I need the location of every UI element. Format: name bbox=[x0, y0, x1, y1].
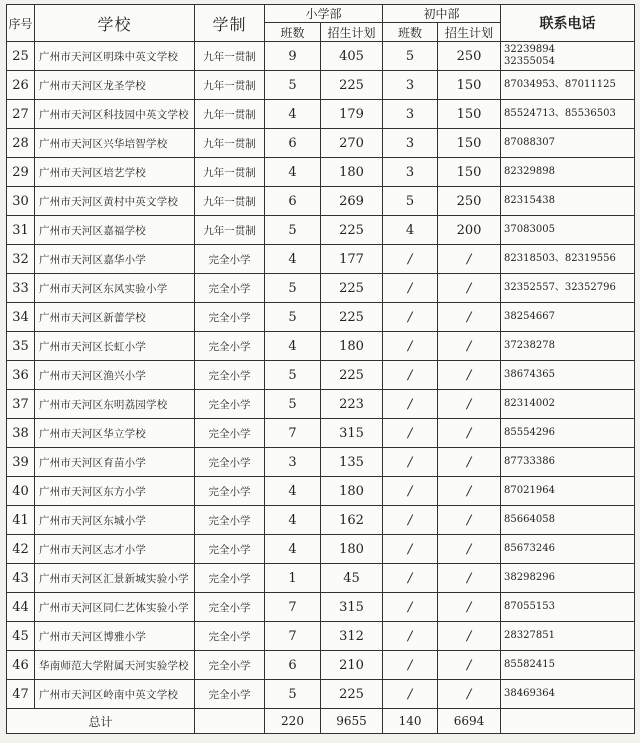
phone-cell bbox=[501, 477, 635, 506]
row-index: 28 bbox=[7, 129, 35, 158]
primary-plan: 223 bbox=[321, 390, 383, 419]
school-name: 广州市天河区新蕾学校 bbox=[35, 303, 195, 332]
school-system: 完全小学 bbox=[195, 332, 265, 361]
phone-number-secondary: 32355054 bbox=[504, 56, 555, 67]
junior-classes: / bbox=[383, 564, 438, 593]
row-index: 27 bbox=[7, 100, 35, 129]
junior-classes: / bbox=[383, 651, 438, 680]
phone-cell bbox=[501, 42, 635, 71]
primary-plan: 180 bbox=[321, 158, 383, 187]
school-system: 九年一贯制 bbox=[195, 158, 265, 187]
school-system: 完全小学 bbox=[195, 303, 265, 332]
primary-plan: 45 bbox=[321, 564, 383, 593]
school-system: 完全小学 bbox=[195, 593, 265, 622]
phone-number: 37083005 bbox=[504, 224, 555, 235]
school-name: 广州市天河区东城小学 bbox=[35, 506, 195, 535]
phone-cell bbox=[501, 187, 635, 216]
phone-cell bbox=[501, 100, 635, 129]
phone-number: 85554296 bbox=[504, 427, 555, 438]
total-phone-cell bbox=[501, 709, 635, 734]
primary-plan: 179 bbox=[321, 100, 383, 129]
junior-plan: / bbox=[438, 390, 501, 419]
total-primary-plan: 9655 bbox=[321, 709, 383, 734]
row-index: 46 bbox=[7, 651, 35, 680]
primary-classes: 7 bbox=[265, 593, 321, 622]
phone-cell bbox=[501, 593, 635, 622]
table-row bbox=[7, 477, 635, 506]
primary-plan: 162 bbox=[321, 506, 383, 535]
school-system: 九年一贯制 bbox=[195, 42, 265, 71]
junior-classes: / bbox=[383, 477, 438, 506]
school-name: 广州市天河区培艺学校 bbox=[35, 158, 195, 187]
total-primary-classes: 220 bbox=[265, 709, 321, 734]
phone-cell bbox=[501, 680, 635, 709]
junior-plan: 150 bbox=[438, 71, 501, 100]
primary-plan: 315 bbox=[321, 419, 383, 448]
junior-classes: / bbox=[383, 680, 438, 709]
row-index: 39 bbox=[7, 448, 35, 477]
phone-number: 28327851 bbox=[504, 630, 555, 641]
phone-cell bbox=[501, 71, 635, 100]
table-row bbox=[7, 506, 635, 535]
primary-classes: 4 bbox=[265, 100, 321, 129]
row-index: 36 bbox=[7, 361, 35, 390]
school-name: 广州市天河区黄村中英文学校 bbox=[35, 187, 195, 216]
table-row bbox=[7, 332, 635, 361]
phone-cell bbox=[501, 622, 635, 651]
phone-number: 85673246 bbox=[504, 543, 555, 554]
junior-classes: 3 bbox=[383, 129, 438, 158]
col-header-system: 学制 bbox=[195, 5, 265, 42]
primary-plan: 269 bbox=[321, 187, 383, 216]
school-name: 广州市天河区博雅小学 bbox=[35, 622, 195, 651]
phone-cell bbox=[501, 245, 635, 274]
primary-plan: 225 bbox=[321, 680, 383, 709]
school-system: 完全小学 bbox=[195, 680, 265, 709]
phone-number: 87733386 bbox=[504, 456, 555, 467]
table-row bbox=[7, 245, 635, 274]
table-row bbox=[7, 158, 635, 187]
school-system: 完全小学 bbox=[195, 477, 265, 506]
primary-plan: 315 bbox=[321, 593, 383, 622]
table-row bbox=[7, 42, 635, 71]
junior-classes: / bbox=[383, 535, 438, 564]
primary-classes: 5 bbox=[265, 303, 321, 332]
col-header-junior-classes: 班数 bbox=[383, 23, 438, 42]
junior-classes: / bbox=[383, 332, 438, 361]
phone-cell bbox=[501, 216, 635, 245]
junior-classes: 3 bbox=[383, 158, 438, 187]
phone-cell bbox=[501, 303, 635, 332]
junior-classes: 4 bbox=[383, 216, 438, 245]
phone-cell bbox=[501, 361, 635, 390]
phone-number: 37238278 bbox=[504, 340, 555, 351]
phone-number: 32239894 bbox=[504, 44, 555, 55]
col-header-index: 序号 bbox=[7, 5, 35, 42]
table-row bbox=[7, 680, 635, 709]
table-row bbox=[7, 216, 635, 245]
primary-classes: 5 bbox=[265, 71, 321, 100]
row-index: 45 bbox=[7, 622, 35, 651]
primary-classes: 6 bbox=[265, 187, 321, 216]
school-name: 广州市天河区东方小学 bbox=[35, 477, 195, 506]
total-junior-plan: 6694 bbox=[438, 709, 501, 734]
school-name: 广州市天河区东风实验小学 bbox=[35, 274, 195, 303]
primary-plan: 180 bbox=[321, 332, 383, 361]
primary-plan: 225 bbox=[321, 71, 383, 100]
header-row-1 bbox=[7, 5, 635, 23]
junior-classes: / bbox=[383, 419, 438, 448]
school-name: 广州市天河区长虹小学 bbox=[35, 332, 195, 361]
junior-plan: 150 bbox=[438, 158, 501, 187]
school-name: 广州市天河区嘉福学校 bbox=[35, 216, 195, 245]
junior-plan: / bbox=[438, 535, 501, 564]
total-junior-classes: 140 bbox=[383, 709, 438, 734]
school-name: 广州市天河区汇景新城实验小学 bbox=[35, 564, 195, 593]
junior-plan: / bbox=[438, 303, 501, 332]
school-system: 九年一贯制 bbox=[195, 71, 265, 100]
primary-classes: 1 bbox=[265, 564, 321, 593]
col-header-primary-plan: 招生计划 bbox=[321, 23, 383, 42]
table-row bbox=[7, 187, 635, 216]
col-header-junior: 初中部 bbox=[383, 5, 501, 23]
phone-number: 82329898 bbox=[504, 166, 555, 177]
junior-classes: / bbox=[383, 622, 438, 651]
school-system: 完全小学 bbox=[195, 622, 265, 651]
school-name: 广州市天河区兴华培智学校 bbox=[35, 129, 195, 158]
row-index: 41 bbox=[7, 506, 35, 535]
school-name: 广州市天河区志才小学 bbox=[35, 535, 195, 564]
phone-number: 82314002 bbox=[504, 398, 555, 409]
row-index: 29 bbox=[7, 158, 35, 187]
school-system: 完全小学 bbox=[195, 274, 265, 303]
col-header-junior-plan: 招生计划 bbox=[438, 23, 501, 42]
row-index: 31 bbox=[7, 216, 35, 245]
school-system: 完全小学 bbox=[195, 506, 265, 535]
phone-number: 38674365 bbox=[504, 369, 555, 380]
row-index: 42 bbox=[7, 535, 35, 564]
primary-classes: 5 bbox=[265, 680, 321, 709]
primary-classes: 4 bbox=[265, 332, 321, 361]
junior-plan: / bbox=[438, 622, 501, 651]
phone-number: 38469364 bbox=[504, 688, 555, 699]
primary-classes: 4 bbox=[265, 535, 321, 564]
table-row bbox=[7, 390, 635, 419]
primary-plan: 225 bbox=[321, 361, 383, 390]
total-row bbox=[7, 709, 635, 734]
table-row bbox=[7, 448, 635, 477]
school-system: 完全小学 bbox=[195, 245, 265, 274]
junior-classes: / bbox=[383, 390, 438, 419]
primary-plan: 405 bbox=[321, 42, 383, 71]
school-system: 九年一贯制 bbox=[195, 100, 265, 129]
row-index: 43 bbox=[7, 564, 35, 593]
col-header-primary-classes: 班数 bbox=[265, 23, 321, 42]
primary-classes: 3 bbox=[265, 448, 321, 477]
junior-plan: / bbox=[438, 680, 501, 709]
junior-classes: 5 bbox=[383, 42, 438, 71]
table-row bbox=[7, 651, 635, 680]
school-system: 完全小学 bbox=[195, 651, 265, 680]
junior-plan: / bbox=[438, 245, 501, 274]
row-index: 38 bbox=[7, 419, 35, 448]
school-system: 九年一贯制 bbox=[195, 216, 265, 245]
junior-plan: / bbox=[438, 332, 501, 361]
school-system: 完全小学 bbox=[195, 564, 265, 593]
col-header-primary: 小学部 bbox=[265, 5, 383, 23]
primary-classes: 9 bbox=[265, 42, 321, 71]
junior-plan: / bbox=[438, 651, 501, 680]
primary-classes: 4 bbox=[265, 506, 321, 535]
phone-number: 85664058 bbox=[504, 514, 555, 525]
junior-classes: / bbox=[383, 274, 438, 303]
school-name: 广州市天河区育苗小学 bbox=[35, 448, 195, 477]
col-header-phone: 联系电话 bbox=[501, 5, 635, 42]
table-row bbox=[7, 361, 635, 390]
phone-number: 82315438 bbox=[504, 195, 555, 206]
primary-plan: 135 bbox=[321, 448, 383, 477]
junior-plan: / bbox=[438, 564, 501, 593]
primary-plan: 225 bbox=[321, 216, 383, 245]
school-system: 完全小学 bbox=[195, 535, 265, 564]
school-name: 广州市天河区东明荔园学校 bbox=[35, 390, 195, 419]
phone-cell bbox=[501, 390, 635, 419]
phone-cell bbox=[501, 564, 635, 593]
school-name: 广州市天河区渔兴小学 bbox=[35, 361, 195, 390]
row-index: 30 bbox=[7, 187, 35, 216]
row-index: 32 bbox=[7, 245, 35, 274]
primary-classes: 6 bbox=[265, 651, 321, 680]
row-index: 33 bbox=[7, 274, 35, 303]
row-index: 35 bbox=[7, 332, 35, 361]
junior-classes: / bbox=[383, 361, 438, 390]
phone-number: 38254667 bbox=[504, 311, 555, 322]
primary-classes: 7 bbox=[265, 622, 321, 651]
row-index: 25 bbox=[7, 42, 35, 71]
phone-cell bbox=[501, 129, 635, 158]
row-index: 47 bbox=[7, 680, 35, 709]
junior-plan: 250 bbox=[438, 187, 501, 216]
phone-cell bbox=[501, 535, 635, 564]
school-name: 广州市天河区明珠中英文学校 bbox=[35, 42, 195, 71]
junior-plan: / bbox=[438, 361, 501, 390]
primary-classes: 5 bbox=[265, 390, 321, 419]
table-row bbox=[7, 100, 635, 129]
primary-plan: 210 bbox=[321, 651, 383, 680]
primary-classes: 4 bbox=[265, 477, 321, 506]
phone-number: 87034953、87011125 bbox=[504, 79, 616, 90]
junior-plan: / bbox=[438, 477, 501, 506]
phone-cell bbox=[501, 506, 635, 535]
school-system: 完全小学 bbox=[195, 448, 265, 477]
total-system-cell bbox=[195, 709, 265, 734]
table-row bbox=[7, 419, 635, 448]
primary-classes: 4 bbox=[265, 245, 321, 274]
phone-number: 87055153 bbox=[504, 601, 555, 612]
school-system: 九年一贯制 bbox=[195, 129, 265, 158]
row-index: 40 bbox=[7, 477, 35, 506]
school-system: 完全小学 bbox=[195, 361, 265, 390]
table-row bbox=[7, 129, 635, 158]
junior-plan: 150 bbox=[438, 129, 501, 158]
junior-classes: 3 bbox=[383, 100, 438, 129]
primary-plan: 312 bbox=[321, 622, 383, 651]
primary-classes: 4 bbox=[265, 158, 321, 187]
phone-cell bbox=[501, 274, 635, 303]
phone-cell bbox=[501, 651, 635, 680]
primary-classes: 5 bbox=[265, 216, 321, 245]
junior-plan: 250 bbox=[438, 42, 501, 71]
table-row bbox=[7, 622, 635, 651]
phone-cell bbox=[501, 419, 635, 448]
table-body bbox=[7, 42, 635, 709]
school-name: 广州市天河区龙圣学校 bbox=[35, 71, 195, 100]
junior-plan: / bbox=[438, 593, 501, 622]
phone-cell bbox=[501, 158, 635, 187]
phone-number: 87088307 bbox=[504, 137, 555, 148]
school-system: 完全小学 bbox=[195, 390, 265, 419]
table-row bbox=[7, 535, 635, 564]
row-index: 37 bbox=[7, 390, 35, 419]
junior-classes: / bbox=[383, 303, 438, 332]
junior-classes: / bbox=[383, 245, 438, 274]
table-row bbox=[7, 593, 635, 622]
junior-plan: 150 bbox=[438, 100, 501, 129]
junior-classes: / bbox=[383, 506, 438, 535]
school-name: 广州市天河区嘉华小学 bbox=[35, 245, 195, 274]
primary-classes: 7 bbox=[265, 419, 321, 448]
primary-classes: 5 bbox=[265, 274, 321, 303]
junior-plan: / bbox=[438, 506, 501, 535]
junior-classes: / bbox=[383, 593, 438, 622]
phone-number: 85582415 bbox=[504, 659, 555, 670]
junior-plan: / bbox=[438, 448, 501, 477]
phone-number: 87021964 bbox=[504, 485, 555, 496]
primary-plan: 225 bbox=[321, 303, 383, 332]
primary-plan: 270 bbox=[321, 129, 383, 158]
primary-plan: 177 bbox=[321, 245, 383, 274]
primary-plan: 180 bbox=[321, 535, 383, 564]
junior-plan: / bbox=[438, 419, 501, 448]
phone-number: 82318503、82319556 bbox=[504, 253, 616, 264]
junior-classes: 3 bbox=[383, 71, 438, 100]
table-row bbox=[7, 274, 635, 303]
row-index: 26 bbox=[7, 71, 35, 100]
row-index: 44 bbox=[7, 593, 35, 622]
phone-number: 85524713、85536503 bbox=[504, 108, 616, 119]
phone-number: 38298296 bbox=[504, 572, 555, 583]
row-index: 34 bbox=[7, 303, 35, 332]
table-row bbox=[7, 71, 635, 100]
enrollment-table bbox=[6, 4, 635, 734]
junior-classes: / bbox=[383, 448, 438, 477]
primary-classes: 5 bbox=[265, 361, 321, 390]
school-name: 广州市天河区岭南中英文学校 bbox=[35, 680, 195, 709]
table-row bbox=[7, 564, 635, 593]
phone-cell bbox=[501, 332, 635, 361]
school-name: 广州市天河区同仁艺体实验小学 bbox=[35, 593, 195, 622]
junior-plan: / bbox=[438, 274, 501, 303]
phone-number: 32352557、32352796 bbox=[504, 282, 616, 293]
primary-classes: 6 bbox=[265, 129, 321, 158]
phone-cell bbox=[501, 448, 635, 477]
junior-classes: 5 bbox=[383, 187, 438, 216]
primary-plan: 225 bbox=[321, 274, 383, 303]
school-name: 广州市天河区华立学校 bbox=[35, 419, 195, 448]
total-label: 总计 bbox=[7, 709, 195, 734]
col-header-school: 学校 bbox=[35, 5, 195, 42]
school-system: 九年一贯制 bbox=[195, 187, 265, 216]
school-system: 完全小学 bbox=[195, 419, 265, 448]
primary-plan: 180 bbox=[321, 477, 383, 506]
school-name: 华南师范大学附属天河实验学校 bbox=[35, 651, 195, 680]
school-name: 广州市天河区科技园中英文学校 bbox=[35, 100, 195, 129]
junior-plan: 200 bbox=[438, 216, 501, 245]
table-row bbox=[7, 303, 635, 332]
